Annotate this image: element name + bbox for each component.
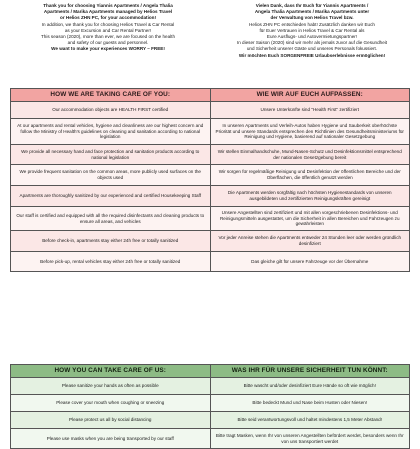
- row-en: Our staff is certified and equipped with all the required disinfectants and cleaning products to ensure all areas, and vehicles: [11, 207, 211, 231]
- row-en: Please cover your mouth when coughing or sneezing: [11, 395, 211, 412]
- row-en: We provide all necessary hand and face protection and sanitation products according to national legislation: [11, 145, 211, 165]
- row-de: Bitte wascht und/oder desinfiziert Eure Hände so oft wie möglich!: [210, 378, 410, 395]
- row-de: Die Apartments werden sorgfältig nach höchsten Hygienestandards von unseren ausgebildeten und zertifizierten Reinigungskräften gereinigt: [210, 186, 410, 207]
- row-en: Our accommodation objects are HEALTH FIRST certified: [11, 102, 211, 119]
- intro-de-line: Angela Thalia Apartments / Marika Apartments unter: [254, 9, 370, 15]
- table-header-en: HOW YOU CAN TAKE CARE OF US:: [11, 365, 211, 378]
- row-de: Bitte tragt Masken, wenn Ihr von unseren Angestellten befördert werdet, besonders wenn Ihr von uns transportiert werdet: [210, 429, 410, 449]
- row-de: In unseren Apartments und Verleih-Autos haben Hygiene und Sauberkeit oberhöchste Priorität und unsere Standards entsprechen den Richtlinien des Gesundheitsministeriums für Reinigung und Hygiene, basierend auf nationaler Gesetzgebung: [210, 119, 410, 145]
- intro-en-line: and safety of our guests and personnel.: [67, 40, 149, 46]
- row-en: Before pick-up, rental vehicles stay either 24h free or totally sanitized: [11, 252, 211, 272]
- table-row: [11, 412, 410, 429]
- intro-de-line: Vielen Dank, dass Ihr Euch für Yiannis Apartments /: [255, 3, 369, 8]
- table-row: [11, 186, 410, 207]
- intro-en-line: In addition, we thank you for choosing Helios Travel & Car Rental: [41, 21, 175, 27]
- intro-de-line: Helios ZHN PC entschieden habt! Zusätzlich danken wir Euch: [249, 21, 375, 27]
- intro-english: [10, 3, 206, 65]
- table-header-en: HOW WE ARE TAKING CARE OF YOU:: [11, 89, 211, 102]
- row-en: At our apartments and rental vehicles, hygiene and cleanliness are our highest concern and follow the Ministry of Health's guidelines on cleaning and sanitation according to national legislation: [11, 119, 211, 145]
- row-de: Vor jeder Anreise stehen die Apartments entweder 24 Stunden leer oder werden gründlich desinfiziert: [210, 231, 410, 252]
- how-you-care-table: [10, 364, 410, 449]
- table-row: [11, 378, 410, 395]
- intro-de-line: für Euer Vertrauen in Helios Travel & Car Rental als: [259, 27, 365, 33]
- how-we-care-table: [10, 88, 410, 272]
- table-row: [11, 231, 410, 252]
- table-header-row: [11, 365, 410, 378]
- row-de: Bitte seid verantwortungsvoll und haltet mindestens 1,5 Meter Abstand!: [210, 412, 410, 429]
- intro-en-line: or Helios ZHN PC, for your accommodation!: [60, 15, 156, 21]
- intro-de-line: Wir möchten Euch SORGENFREIE Urlaubserlebnisse ermöglichen!: [238, 52, 386, 58]
- table-row: [11, 119, 410, 145]
- intro-en-line: This season (2020), more than ever, we are focused on the health: [40, 34, 176, 40]
- table-header-row: [11, 89, 410, 102]
- row-en: Please sanitize your hands as often as possible: [11, 378, 211, 395]
- row-de: Unsere Unterkünfte sind "Health First" zertifiziert: [210, 102, 410, 119]
- row-de: Wir sorgen für regelmäßige Reinigung und Desinfektion der öffentlichen Bereiche und der Oberflächen, die öffentlich genutzt werden: [210, 165, 410, 186]
- intro-en-line: as your Excursion and Car Rental Partner!: [64, 27, 152, 33]
- row-en: We provide frequent sanitation on the common areas, more publicly used surfaces on the objects used: [11, 165, 211, 186]
- row-en: Please use masks when you are being transported by our staff: [11, 429, 211, 449]
- intro-de-line: Eure Ausflugs- und Autovermietungspartner!: [266, 34, 358, 40]
- table-row: [11, 145, 410, 165]
- intro-section: [10, 3, 410, 65]
- row-en: Apartments are thoroughly sanitized by our experienced and certified Housekeeping Staff: [11, 186, 211, 207]
- row-en: Please protect us all by social distancing: [11, 412, 211, 429]
- row-de: Das gleiche gilt für unsere Fahrzeuge vor der Übernahme: [210, 252, 410, 272]
- intro-en-line: Apartments / Marika Apartments managed by Helios Travel: [43, 9, 173, 15]
- table-row: [11, 207, 410, 231]
- row-en: Before check-in, apartments stay either 24h free or totally sanitized: [11, 231, 211, 252]
- table-row: [11, 395, 410, 412]
- table-header-de: WIE WIR AUF EUCH AUFPASSEN:: [210, 89, 410, 102]
- table-row: [11, 252, 410, 272]
- intro-de-line: der Verwaltung von Helios Travel bzw.: [270, 15, 354, 21]
- intro-en-line: We want to make your experiences WORRY – FREE!: [51, 46, 165, 52]
- row-de: Bitte bedeckt Mund und Nase beim Husten oder Niesen!: [210, 395, 410, 412]
- row-de: Unsere Angestellten sind zertifiziert und mit allen vorgeschriebenen Desinfektions- und Reinigungsmitteln ausgestattet, um die Sicherheit in allen Bereichen und Fahrzeugen zu gewährleisten: [210, 207, 410, 231]
- intro-en-line: Thank you for choosing Yiannis Apartments / Angela Thalia: [43, 3, 173, 8]
- table-row: [11, 429, 410, 449]
- intro-german: [214, 3, 410, 65]
- table-row: [11, 102, 410, 119]
- row-de: Wir stellen Einmalhandschuhe, Mund-Nasen-Schutz und Desinfektionsmittel entsprechend der nationalen Gesetzgebung bereit: [210, 145, 410, 165]
- intro-de-line: und Sicherheit unserer Gäste und unseres Personals fokussiert.: [246, 46, 378, 52]
- table-header-de: WAS IHR FÜR UNSERE SICHERHEIT TUN KÖNNT:: [210, 365, 410, 378]
- intro-de-line: In dieser Saison (2020) sind wir mehr als jemals zuvor auf die Gesundheit: [236, 40, 388, 46]
- table-row: [11, 165, 410, 186]
